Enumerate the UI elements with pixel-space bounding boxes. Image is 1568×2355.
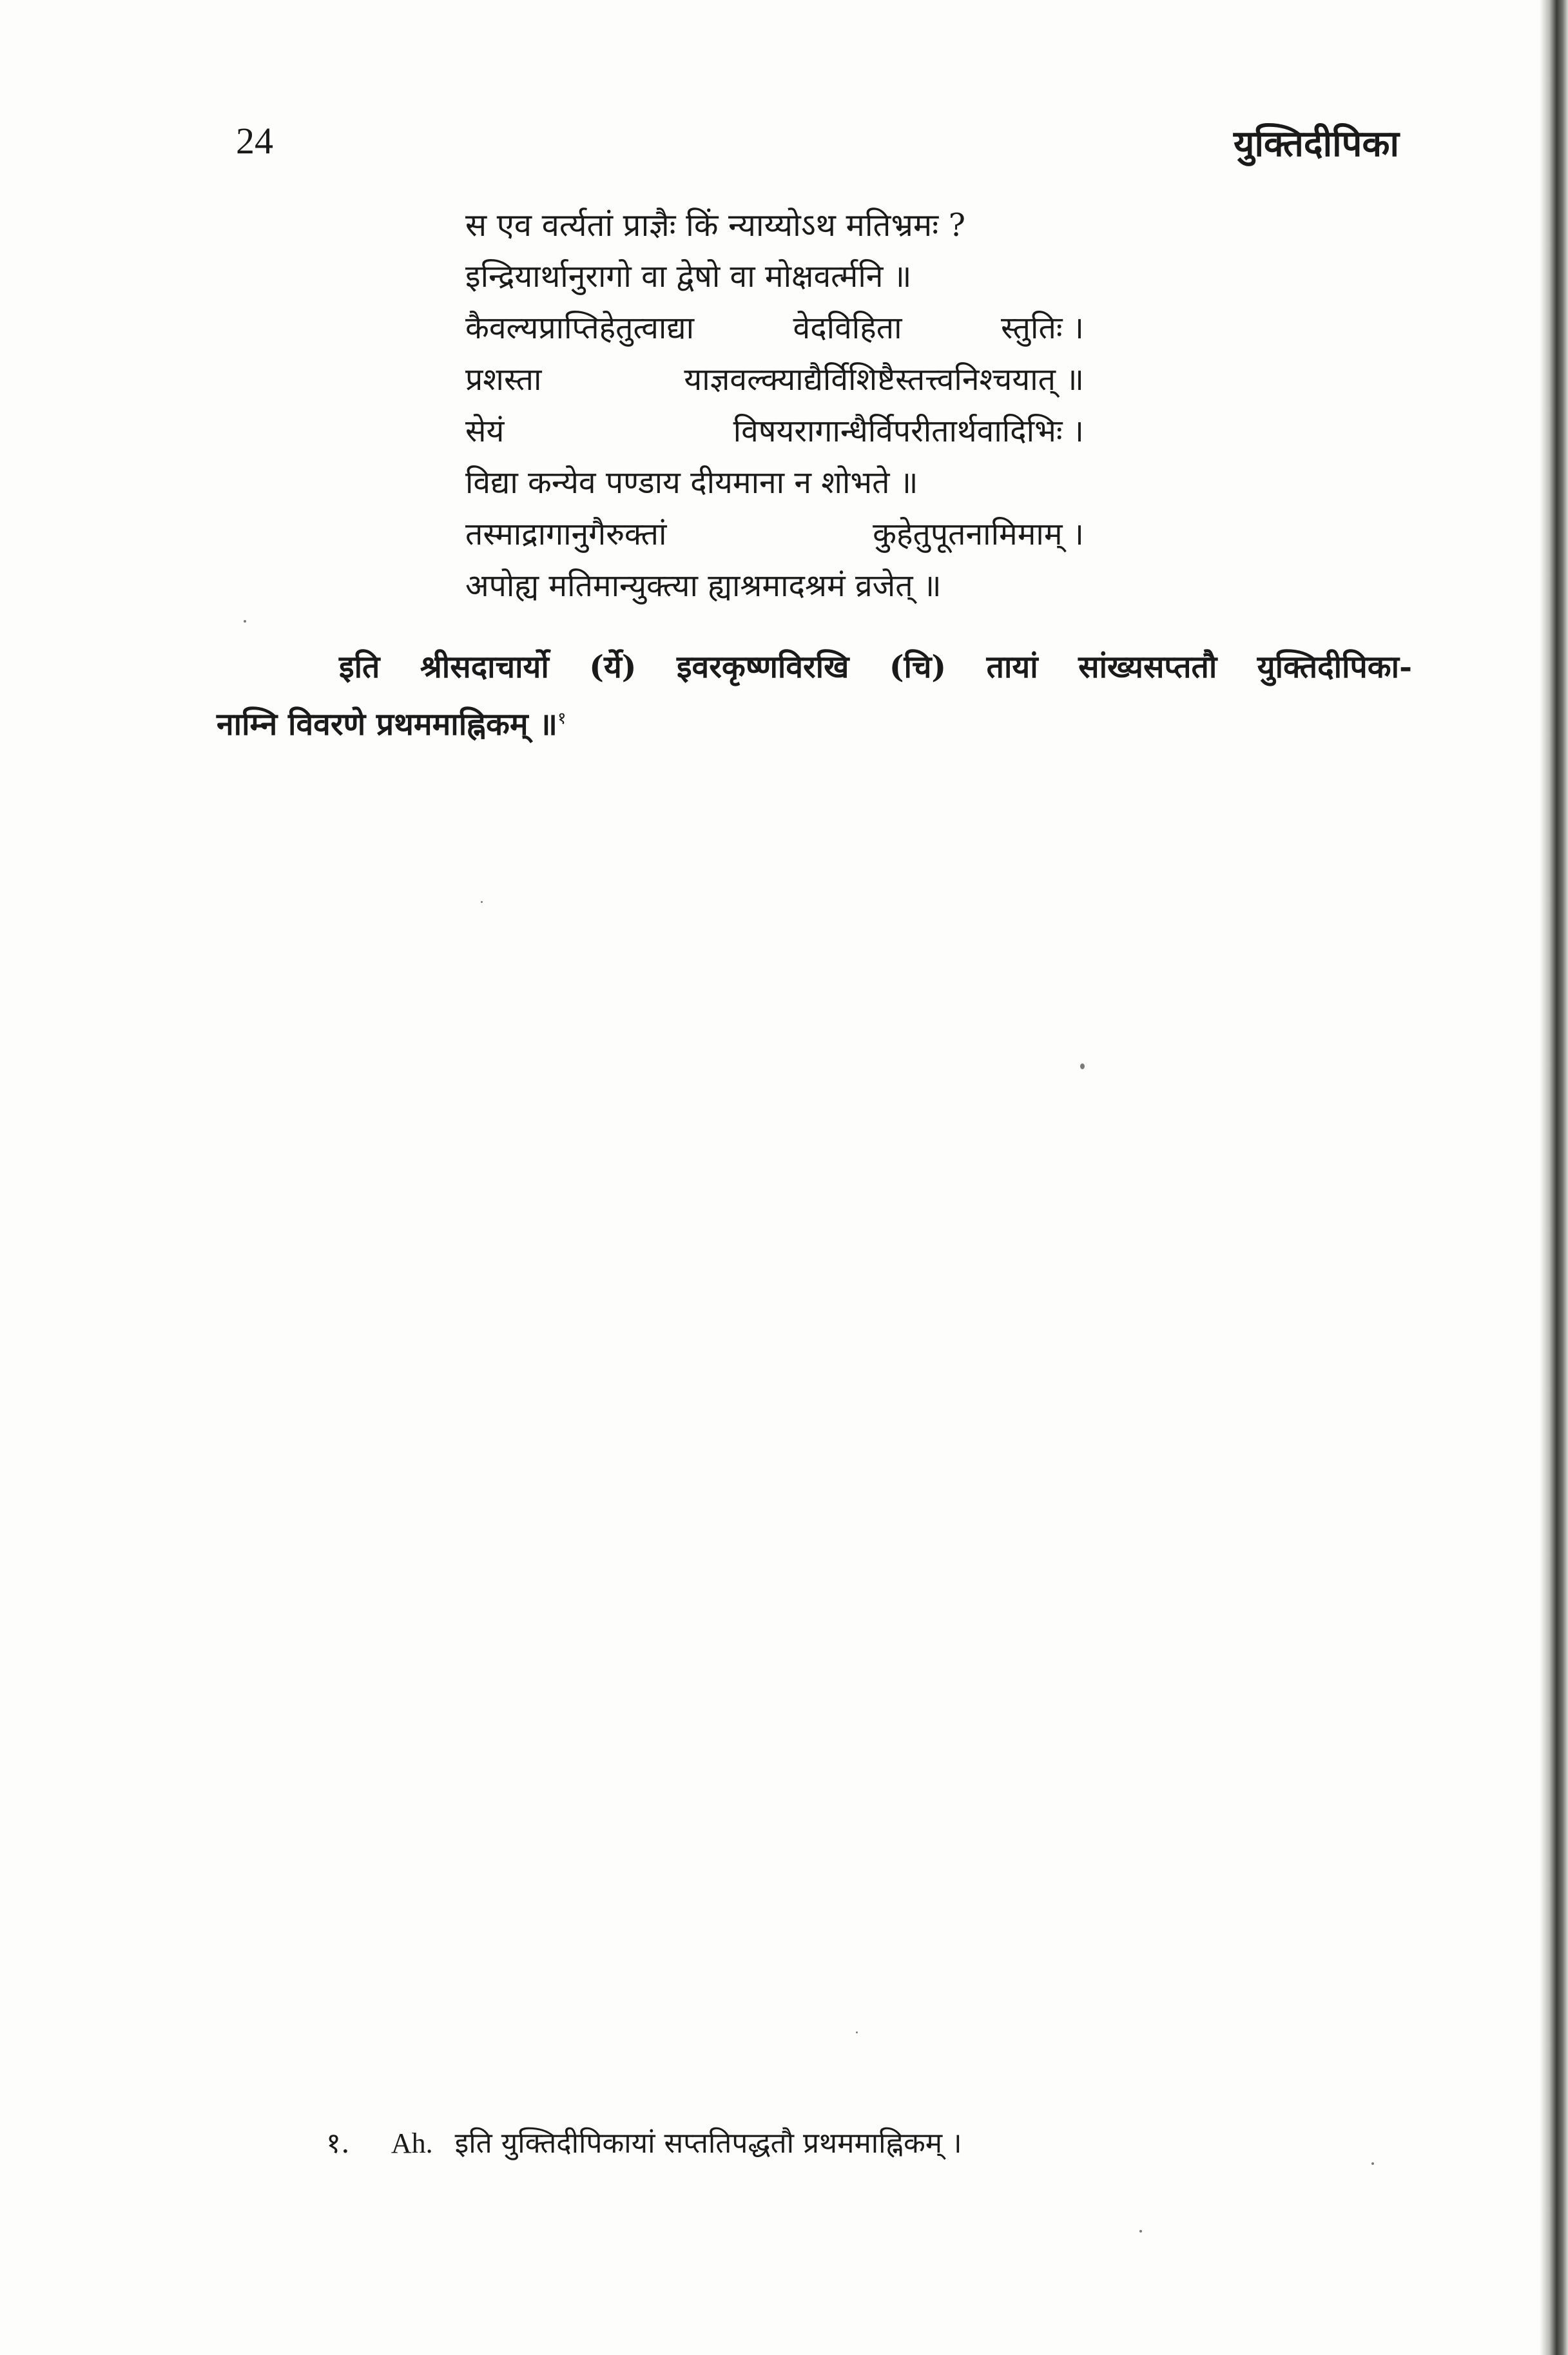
- footnote-text: इति युक्तिदीपिकायां सप्ततिपद्धतौ प्रथममाह्निकम् ।: [454, 2127, 962, 2160]
- verse-text: वेदविहिता: [793, 310, 902, 346]
- footnote-marker: १: [557, 709, 566, 728]
- verse-line: [465, 258, 1084, 313]
- verse-text: विषयरागान्धैर्विपरीतार्थवादिभिः ।: [733, 413, 1084, 449]
- colophon-text: नाम्नि विवरणे प्रथममाह्निकम् ॥: [217, 706, 558, 742]
- paper-speck: [856, 2031, 858, 2033]
- verse-line: [465, 413, 1084, 467]
- verse-text: सेयं: [465, 413, 505, 449]
- verse-text: इन्द्रियार्थानुरागो वा द्वेषो वा मोक्षवर्त्मनि ॥: [465, 258, 912, 295]
- paper-speck: [244, 620, 246, 623]
- verse-line: [465, 467, 1084, 519]
- verse-line: [465, 516, 1084, 570]
- verse-text: स्तुतिः ।: [1001, 310, 1084, 346]
- verse-line: [465, 209, 1084, 261]
- verse-text: कैवल्यप्राप्तिहेतुत्वाद्या: [465, 310, 695, 346]
- footnote-siglum: Ah.: [391, 2127, 433, 2159]
- verse-line: [465, 310, 1084, 364]
- colophon: [217, 641, 1412, 750]
- verse-text: तस्माद्रागानुगैरुक्तां: [465, 516, 667, 552]
- verse-text: स एव वर्त्यतां प्राज्ञैः किं न्याय्योऽथ मतिभ्रमः ?: [465, 207, 965, 244]
- paper-speck: [1080, 1063, 1085, 1069]
- verse-text: विद्या कन्येव पण्डाय दीयमाना न शोभते ॥: [465, 465, 918, 501]
- verse-line: [465, 364, 1084, 416]
- verse-text: प्रशस्ता: [465, 362, 542, 398]
- verse-text: अपोह्य मतिमान्युक्त्या ह्याश्रमादश्रमं व्रजेत् ॥: [465, 568, 942, 604]
- paper-speck: [481, 901, 483, 903]
- book-binding-edge: [1540, 0, 1568, 2355]
- verse-block: [465, 209, 1084, 622]
- colophon-line: इति श्रीसदाचार्यो (र्ये) इवरकृष्णविरखि (चि) तायां सांख्यसप्ततौ युक्तिदीपिका-: [339, 649, 1412, 685]
- verse-text: याज्ञवल्क्याद्यैर्विशिष्टैस्तत्त्वनिश्चयात् ॥: [684, 362, 1084, 398]
- page-number: 24: [236, 120, 273, 162]
- colophon-line: [217, 693, 1412, 750]
- footnote-number: १.: [326, 2127, 350, 2160]
- running-head: युक्तिदीपिका: [1234, 122, 1399, 165]
- paper-speck: [1139, 2230, 1142, 2233]
- footnote: [326, 2127, 962, 2161]
- paper-speck: [1371, 2162, 1374, 2165]
- verse-line: [465, 570, 1084, 622]
- verse-text: कुहेतुपूतनामिमाम् ।: [873, 516, 1084, 552]
